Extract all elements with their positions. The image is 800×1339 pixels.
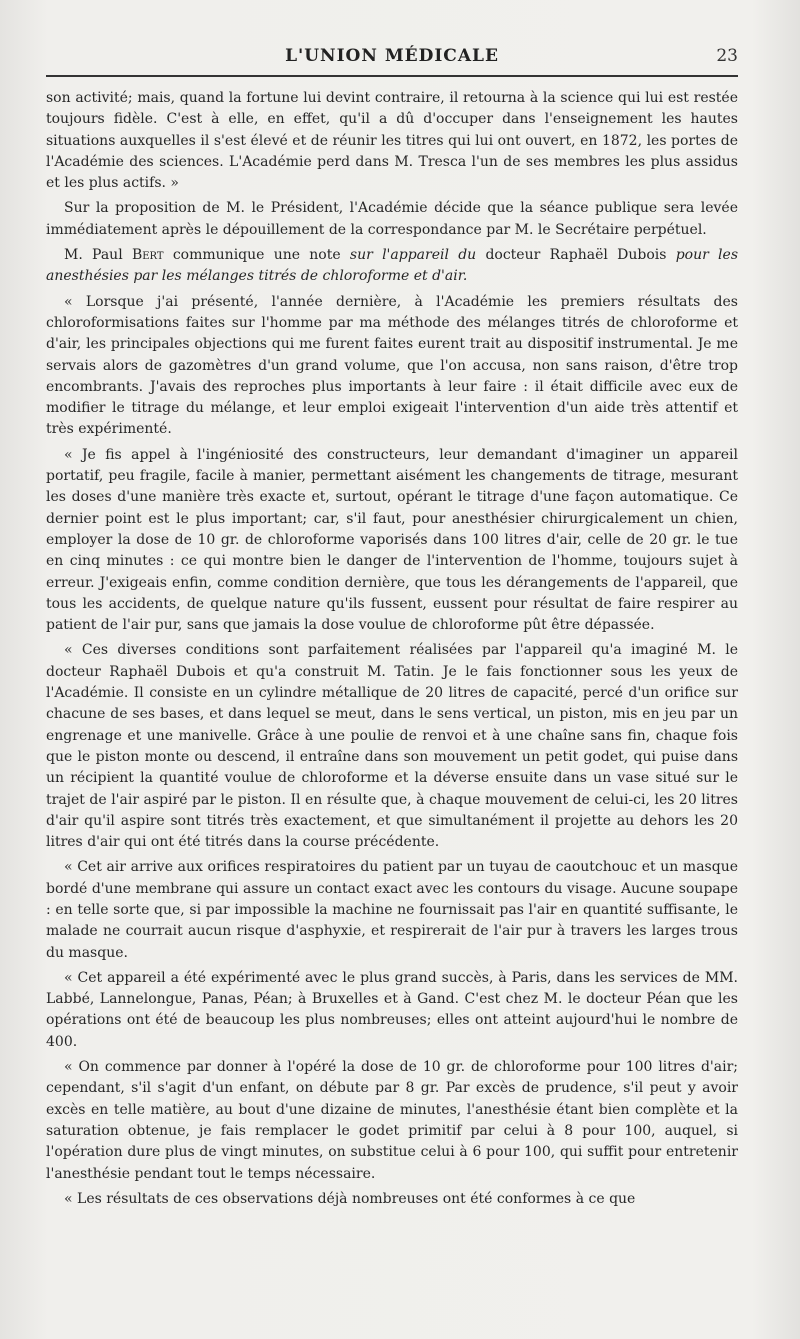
paragraph-1: son activité; mais, quand la fortune lui devint contraire, il retourna à la science qui lui est restée toujours fidèle. C'est à elle, en effet, qu'il a dû d'occuper dans l'enseignement les hautes situations auxquelles il s'est élevé et de réunir les titres qui lui ont ouvert, en 1872, les portes de l'Académie des sciences. L'Académie perd dans M. Tresca l'un de ses membres les plus assidus et les plus actifs. » [46,90,738,192]
paragraph-2: Sur la proposition de M. le Président, l'Académie décide que la séance publique sera levée immédiatement après le dépouillement de la correspondance par M. le Secrétaire perpétuel. [46,200,738,238]
paragraph-7: « Cet air arrive aux orifices respiratoires du patient par un tuyau de caoutchouc et un masque bordé d'une membrane qui assure un contact exact avec les contours du visage. Aucune soupape : en telle sorte que, si par impossible la machine ne fournissait pas l'air en quantité suffisante, le malade ne courrait aucun risque d'asphyxie, et respirerait de l'air pur à travers les larges trous du masque. [46,859,738,961]
paragraph-5: « Je fis appel à l'ingéniosité des constructeurs, leur demandant d'imaginer un appareil portatif, peu fragile, facile à manier, permettant aisément les changements de titrage, mesurant les doses d'une manière très exacte et, surtout, opérant le titrage d'une façon automatique. Ce dernier point est le plus important; car, s'il faut, pour anesthésier chirurgicalement un chien, employer la dose de 10 gr. de chloroforme vaporisés dans 100 litres d'air, celle de 20 gr. le tue en cinq minutes : ce qui montre bien le danger de l'intervention de l'homme, toujours sujet à erreur. J'exigeais enfin, comme condition dernière, que tous les dérangements de l'appareil, que tous les accidents, de quelque nature qu'ils fussent, eussent pour résultat de faire respirer au patient de l'air pur, sans que jamais la dose voulue de chloroforme pût être dépassée. [46,446,738,634]
p3-part2: communique une note [163,247,350,264]
p3-part3: docteur Raphaël Dubois [476,247,676,264]
p3-italic-2: pour les anesthésies par les mélanges titrés de chloroforme et d'air. [46,247,738,285]
paragraph-10: « Les résultats de ces observations déjà nombreuses ont été conformes à ce que [64,1190,636,1207]
paragraph-3 [46,245,738,288]
author-name: Bert [131,247,164,264]
p3-part1: M. Paul [64,247,132,264]
paragraph-4: « Lorsque j'ai présenté, l'année dernière, à l'Académie les premiers résultats des chloroformisations faites sur l'homme par ma méthode des mélanges titrés de chloroforme et d'air, les principales objections qui me furent faites eurent trait au dispositif instrumental. Je me servais alors de gazomètres d'un grand volume, que l'on accusa, non sans raison, d'être trop encombrants. J'avais des reproches plus importants à leur faire : il était difficile avec eux de modifier le titrage du mélange, et leur emploi exigeait l'intervention d'un aide très attentif et très expérimenté. [46,293,738,438]
body-text [46,88,738,1214]
running-title: L'UNION MÉDICALE [285,46,499,66]
header-rule [46,75,738,77]
page-header [46,42,738,72]
paragraph-8: « Cet appareil a été expérimenté avec le plus grand succès, à Paris, dans les services de MM. Labbé, Lannelongue, Panas, Péan; à Bruxelles et à Gand. C'est chez M. le docteur Péan que les opérations ont été de beaucoup les plus nombreuses; elles ont atteint aujourd'hui le nombre de 400. [46,969,738,1050]
p3-italic-1: sur l'appareil du [349,247,477,264]
paragraph-6: « Ces diverses conditions sont parfaitement réalisées par l'appareil qu'a imaginé M. le docteur Raphaël Dubois et qu'a construit M. Tatin. Je le fais fonctionner sous les yeux de l'Académie. Il consiste en un cylindre métallique de 20 litres de capacité, percé d'un orifice sur chacune de ses bases, et dans lequel se meut, dans le sens vertical, un piston, mis en jeu par un engrenage et une manivelle. Grâce à une poulie de renvoi et à une chaîne sans fin, chaque fois que le piston monte ou descend, il entraîne dans son mouvement un petit godet, qui puise dans un récipient la quantité voulue de chloroforme et la déverse ensuite dans un vase situé sur le trajet de l'air aspiré par le piston. Il en résulte que, à chaque mouvement de celui-ci, les 20 litres d'air qu'il aspire sont titrés très exactement, et que simultanément il projette au dehors les 20 litres d'air qui ont été titrés dans la course précédente. [46,642,738,851]
page-number: 23 [716,46,738,66]
paragraph-9: « On commence par donner à l'opéré la dose de 10 gr. de chloroforme pour 100 litres d'air; cependant, s'il s'agit d'un enfant, on débute par 8 gr. Par excès de prudence, s'il peut y avoir excès en telle matière, au bout d'une dizaine de minutes, l'anesthésie étant bien complète et la saturation obtenue, je fais remplacer le godet primitif par celui à 8 pour 100, auquel, si l'opération dure plus de vingt minutes, on substitue celui à 6 pour 100, qui suffit pour entretenir l'anesthésie pendant tout le temps nécessaire. [46,1059,738,1182]
